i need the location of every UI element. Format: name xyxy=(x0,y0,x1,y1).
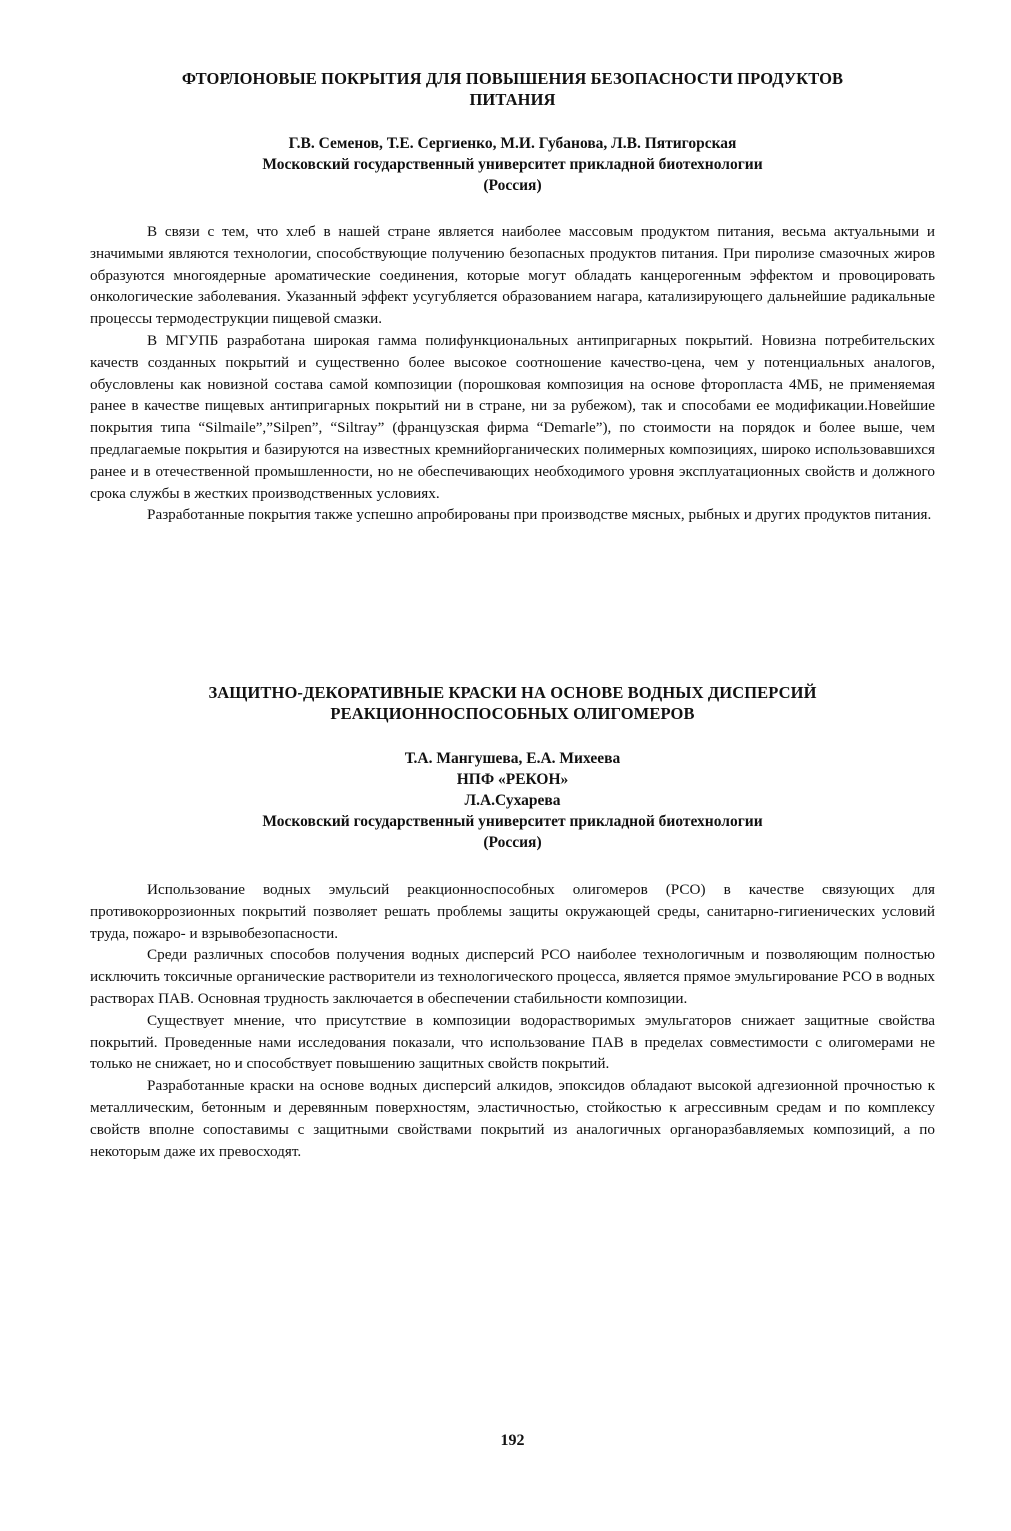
article2-authors-1: Т.А. Мангушева, Е.А. Михеева xyxy=(404,750,621,767)
article1-title xyxy=(90,68,935,110)
article2-country: (Россия) xyxy=(483,834,542,851)
article1-title-line1: ФТОРЛОНОВЫЕ ПОКРЫТИЯ ДЛЯ ПОВЫШЕНИЯ БЕЗОПАСНОСТИ ПРОДУКТОВ xyxy=(181,69,844,88)
article2-body xyxy=(90,879,935,1162)
article2-title-line2: РЕАКЦИОННОСПОСОБНЫХ ОЛИГОМЕРОВ xyxy=(330,704,695,723)
article2-paragraph-3: Существует мнение, что присутствие в композиции водорастворимых эмульгаторов снижает защитные свойства покрытий. Проведенные нами исследования показали, что использование ПАВ в пределах совместимости с олигомерами не только не снижает, но и способствует повышению защитных свойств покрытий. xyxy=(90,1011,935,1073)
article1-paragraph-1: В связи с тем, что хлеб в нашей стране является наиболее массовым продуктом питания, весьма актуальными и значимыми являются технологии, способствующие получению безопасных продуктов питания. При пиролизе смазочных жиров образуются многоядерные ароматические соединения, которые могут обладать канцерогенным эффектом и провоцировать онкологические заболевания. Указанный эффект усугубляется образованием нагара, катализирующего дальнейшие радикальные процессы термодеструкции пищевой смазки. xyxy=(90,223,935,328)
article2-paragraph-4: Разработанные краски на основе водных дисперсий алкидов, эпоксидов обладают высокой адгезионной прочностью к металлическим, бетонным и деревянным поверхностям, эластичностью, стойкостью к агрессивным средам и по комплексу свойств вполне сопоставимы с защитными свойствами покрытий из аналогичных органоразбавляемых композиций, а по некоторым даже их превосходят. xyxy=(90,1077,935,1160)
article2-title-line1: ЗАЩИТНО-ДЕКОРАТИВНЫЕ КРАСКИ НА ОСНОВЕ ВОДНЫХ ДИСПЕРСИЙ xyxy=(208,683,817,702)
article2-paragraph-2: Среди различных способов получения водных дисперсий РСО наиболее технологичным и позволяющим полностью исключить токсичные органические растворители из технологического процесса, является прямое эмульгирование РСО в водных растворах ПАВ. Основная трудность заключается в обеспечении стабильности композиции. xyxy=(90,946,935,1007)
article2-organization: НПФ «РЕКОН» xyxy=(456,771,569,788)
article1-title-line2: ПИТАНИЯ xyxy=(469,90,556,109)
article2-byline xyxy=(90,748,935,853)
article1-paragraph-2: В МГУПБ разработана широкая гамма полифункциональных антипригарных покрытий. Новизна потребительских качеств созданных покрытий и существенно более высокое соотношение качество-цена, чем у потенциальных аналогов, обусловлены как новизной состава самой композиции (порошковая композиция на основе фторопласта 4МБ, не применяемая ранее в качестве пищевых антипригарных покрытий ни в стране, ни за рубежом), так и способами ее модификации.Новейшие покрытия типа “Silmaile”,”Silpen”, “Siltray” (французская фирма “Demarle”), по стоимости на порядок и более выше, чем предлагаемые покрытия и базируются на известных кремнийорганических полимерных композициях, широко использовавшихся ранее и в отечественной промышленности, но не обеспечивающих необходимого уровня эксплуатационных свойств и должного срока службы в жестких производственных условиях. xyxy=(90,331,935,502)
page-number: 192 xyxy=(500,1432,525,1449)
article2-authors-2: Л.А.Сухарева xyxy=(464,792,561,809)
article2-paragraph-1: Использование водных эмульсий реакционноспособных олигомеров (РСО) в качестве связующих для противокоррозионных покрытий позволяет решать проблемы защиты окружающей среды, санитарно-гигиенических условий труда, пожаро- и взрывобезопасности. xyxy=(90,881,935,942)
article1-byline xyxy=(90,133,935,196)
article2-affiliation: Московский государственный университет прикладной биотехнологии xyxy=(262,813,763,830)
article1-authors: Г.В. Семенов, Т.Е. Сергиенко, М.И. Губанова, Л.В. Пятигорская xyxy=(288,135,737,152)
article1-country: (Россия) xyxy=(483,177,542,194)
article2-title xyxy=(90,682,935,724)
article1-paragraph-3: Разработанные покрытия также успешно апробированы при производстве мясных, рыбных и других продуктов питания. xyxy=(147,506,932,524)
article1-body xyxy=(90,221,935,526)
article1-affiliation: Московский государственный университет прикладной биотехнологии xyxy=(262,156,763,173)
